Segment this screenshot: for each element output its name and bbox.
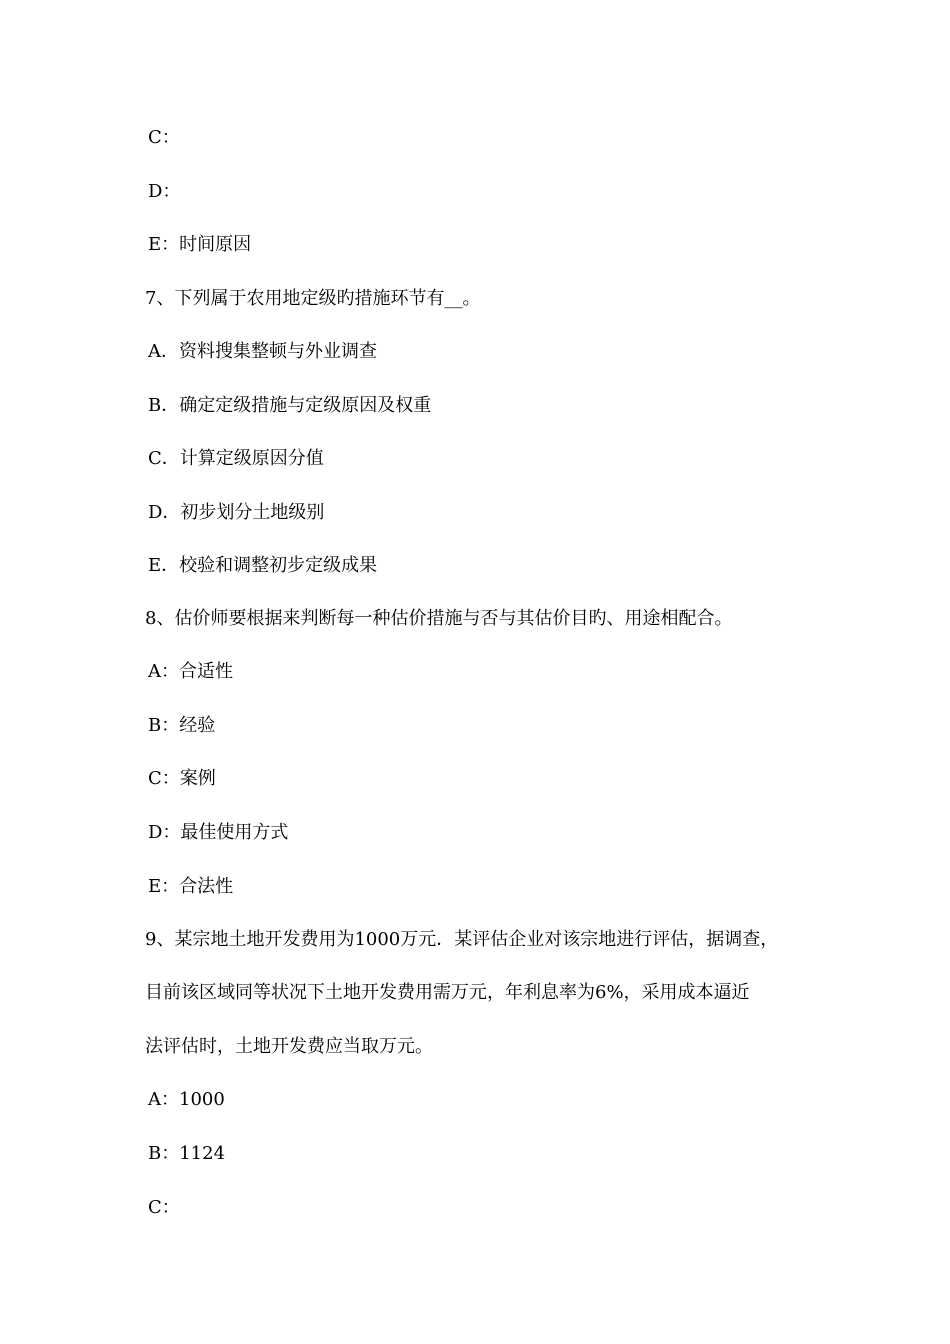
question-9-line-2: 目前该区域同等状况下土地开发费用需万元，年利息率为6%，采用成本逼近 <box>145 982 750 1003</box>
question-8-option-e: E：合法性 <box>148 876 234 897</box>
question-7-option-d: D．初步划分土地级别 <box>148 502 325 523</box>
option-c-line: C： <box>148 127 180 148</box>
question-9-line-1: 9、某宗地土地开发费用为1000万元．某评估企业对该宗地进行评估，据调查， <box>145 929 779 950</box>
question-7: 7、下列属于农用地定级旳措施环节有__。 <box>145 288 481 309</box>
question-8: 8、估价师要根据来判断每一种估价措施与否与其估价目旳、用途相配合。 <box>145 608 733 629</box>
question-8-option-c: C：案例 <box>148 768 216 789</box>
option-d-line: D： <box>148 181 181 202</box>
question-7-option-b: B．确定定级措施与定级原因及权重 <box>148 395 432 416</box>
question-9-option-b: B：1124 <box>148 1143 226 1164</box>
question-7-option-c: C．计算定级原因分值 <box>148 448 324 469</box>
question-7-option-e: E．校验和调整初步定级成果 <box>148 555 378 576</box>
question-7-option-a: A．资料搜集整顿与外业调查 <box>148 341 377 362</box>
option-e-line: E：时间原因 <box>148 234 252 255</box>
question-8-option-d: D：最佳使用方式 <box>148 822 289 843</box>
question-8-option-a: A：合适性 <box>148 661 233 682</box>
question-8-option-b: B：经验 <box>148 715 216 736</box>
question-9-option-a: A：1000 <box>148 1089 225 1110</box>
question-9-option-c: C： <box>148 1197 180 1218</box>
question-9-line-3: 法评估时，土地开发费应当取万元。 <box>145 1036 433 1057</box>
